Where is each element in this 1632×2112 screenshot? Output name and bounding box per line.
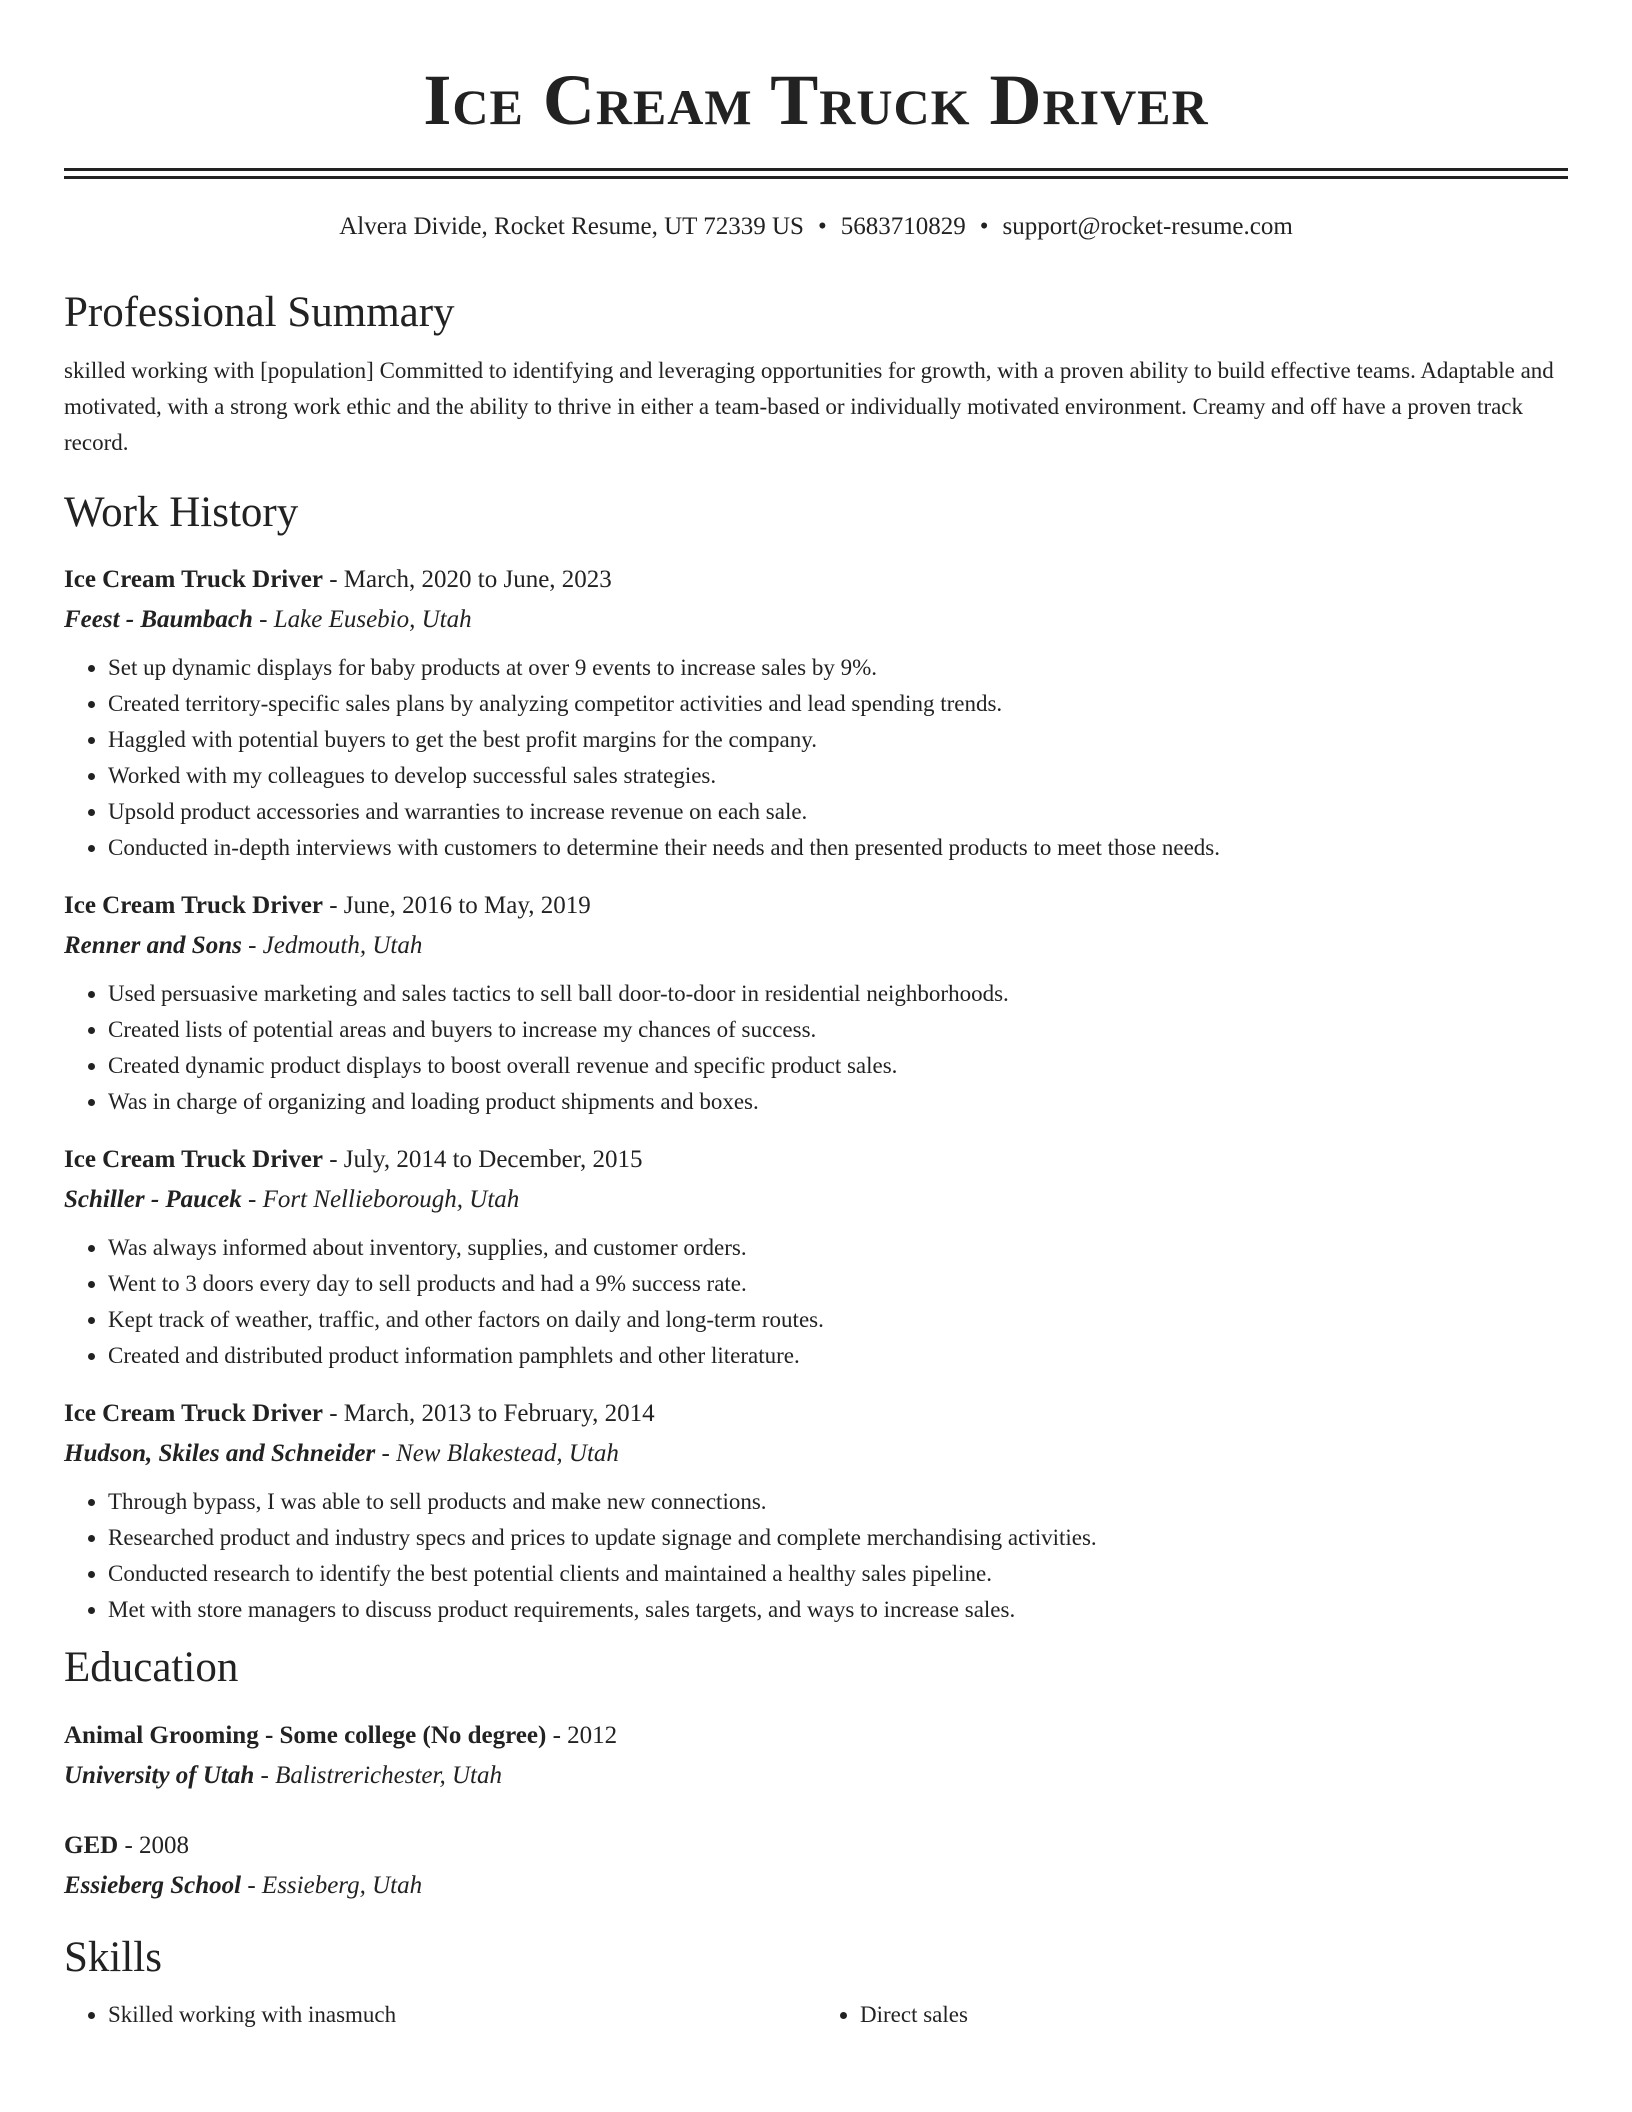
job-title-line (64, 1140, 1568, 1180)
job-bullet: • Met with store managers to discuss product requirements, sales targets, and ways to increase sales. (108, 1592, 1568, 1628)
job-role: Ice Cream Truck Driver (64, 1400, 323, 1428)
job-bullet: • Was in charge of organizing and loading product shipments and boxes. (108, 1084, 1568, 1120)
job-bullet: • Was always informed about inventory, supplies, and customer orders. (108, 1230, 1568, 1266)
job-location: - Fort Nellieborough, Utah (241, 1186, 520, 1214)
job-bullet: • Researched product and industry specs and prices to update signage and complete merchandising activities. (108, 1520, 1568, 1556)
summary-text: skilled working with [population] Committed to identifying and leveraging opportunities for growth, with a proven ability to build effective teams. Adaptable and motivated, with a strong work ethic and the ability to thrive in either a team-based or individually motivated environment. Creamy and off have a proven track record. (64, 357, 1554, 455)
job-bullets (64, 976, 1568, 1120)
job-company: Renner and Sons (64, 932, 242, 960)
job-dates: - March, 2013 to February, 2014 (322, 1400, 655, 1428)
job-location: - Jedmouth, Utah (241, 932, 423, 960)
contact-phone: 5683710829 (840, 213, 966, 240)
job-bullet: • Went to 3 doors every day to sell products and had a 9% success rate. (108, 1266, 1568, 1302)
skills-columns (64, 1997, 1568, 2033)
education-year: - 2012 (546, 1721, 618, 1749)
job-bullet: • Created territory-specific sales plans by analyzing competitor activities and lead spending trends. (108, 686, 1568, 722)
job-entry (64, 886, 1568, 1120)
skills-heading: Skills (64, 1933, 162, 1981)
job-role: Ice Cream Truck Driver (64, 1146, 323, 1174)
skill-item: • Direct sales (860, 1997, 1568, 2033)
summary-heading: Professional Summary (64, 289, 455, 336)
education-school: University of Utah (64, 1761, 255, 1789)
job-bullet: • Upsold product accessories and warranties to increase revenue on each sale. (108, 794, 1568, 830)
job-bullet: • Created lists of potential areas and buyers to increase my chances of success. (108, 1012, 1568, 1048)
contact-email: support@rocket-resume.com (1002, 213, 1293, 240)
job-bullet: • Conducted research to identify the best potential clients and maintained a healthy sales pipeline. (108, 1556, 1568, 1592)
job-bullet: • Set up dynamic displays for baby products at over 9 events to increase sales by 9%. (108, 650, 1568, 686)
skill-item: • Skilled working with inasmuch (108, 1997, 816, 2033)
job-location: - New Blakestead, Utah (375, 1440, 619, 1468)
skills-left-column (64, 1997, 816, 2033)
education-degree-line (64, 1826, 1568, 1866)
job-dates: - June, 2016 to May, 2019 (322, 892, 591, 920)
contact-line (64, 213, 1568, 241)
job-company-line (64, 600, 1568, 640)
job-entry (64, 1140, 1568, 1374)
education-school-line (64, 1756, 1568, 1796)
job-bullet: • Used persuasive marketing and sales tactics to sell ball door-to-door in residential neighborhoods. (108, 976, 1568, 1012)
education-degree: Animal Grooming - Some college (No degree) (64, 1721, 547, 1749)
job-bullet: • Kept track of weather, traffic, and other factors on daily and long-term routes. (108, 1302, 1568, 1338)
job-entry (64, 560, 1568, 866)
education-heading: Education (64, 1644, 239, 1692)
education-entry (64, 1826, 1568, 1906)
contact-address: Alvera Divide, Rocket Resume, UT 72339 US (339, 213, 804, 240)
job-bullets (64, 1230, 1568, 1374)
education-degree: GED (64, 1831, 119, 1859)
resume-name: Ice Cream Truck Driver (423, 60, 1209, 140)
job-company-line (64, 926, 1568, 966)
job-role: Ice Cream Truck Driver (64, 892, 323, 920)
skills-right-column (816, 1997, 1568, 2033)
education-entry (64, 1716, 1568, 1796)
job-dates: - July, 2014 to December, 2015 (322, 1146, 643, 1174)
job-bullet: • Created dynamic product displays to boost overall revenue and specific product sales. (108, 1048, 1568, 1084)
job-title-line (64, 1394, 1568, 1434)
job-dates: - March, 2020 to June, 2023 (322, 566, 612, 594)
job-bullet: • Through bypass, I was able to sell products and make new connections. (108, 1484, 1568, 1520)
job-company: Feest - Baumbach (64, 606, 253, 634)
job-company: Hudson, Skiles and Schneider (64, 1440, 376, 1468)
job-company-line (64, 1434, 1568, 1474)
job-bullet: • Created and distributed product information pamphlets and other literature. (108, 1338, 1568, 1374)
job-bullets (64, 650, 1568, 866)
contact-separator: • (817, 213, 827, 240)
education-school: Essieberg School (64, 1871, 242, 1899)
job-title-line (64, 886, 1568, 926)
education-degree-line (64, 1716, 1568, 1756)
job-company: Schiller - Paucek (64, 1186, 242, 1214)
job-bullet: • Haggled with potential buyers to get the best profit margins for the company. (108, 722, 1568, 758)
job-bullets (64, 1484, 1568, 1628)
education-school-line (64, 1866, 1568, 1906)
job-bullet: • Conducted in-depth interviews with customers to determine their needs and then presented products to meet those needs. (108, 830, 1568, 866)
job-entry (64, 1394, 1568, 1628)
job-title-line (64, 560, 1568, 600)
job-company-line (64, 1180, 1568, 1220)
work-history-heading: Work History (64, 488, 299, 536)
education-location: - Essieberg, Utah (241, 1871, 423, 1899)
job-location: - Lake Eusebio, Utah (252, 606, 472, 634)
job-bullet: • Worked with my colleagues to develop successful sales strategies. (108, 758, 1568, 794)
contact-separator: • (979, 213, 989, 240)
education-year: - 2008 (118, 1831, 190, 1859)
header-divider (64, 168, 1568, 179)
education-location: - Balistrerichester, Utah (254, 1761, 502, 1789)
job-role: Ice Cream Truck Driver (64, 566, 323, 594)
